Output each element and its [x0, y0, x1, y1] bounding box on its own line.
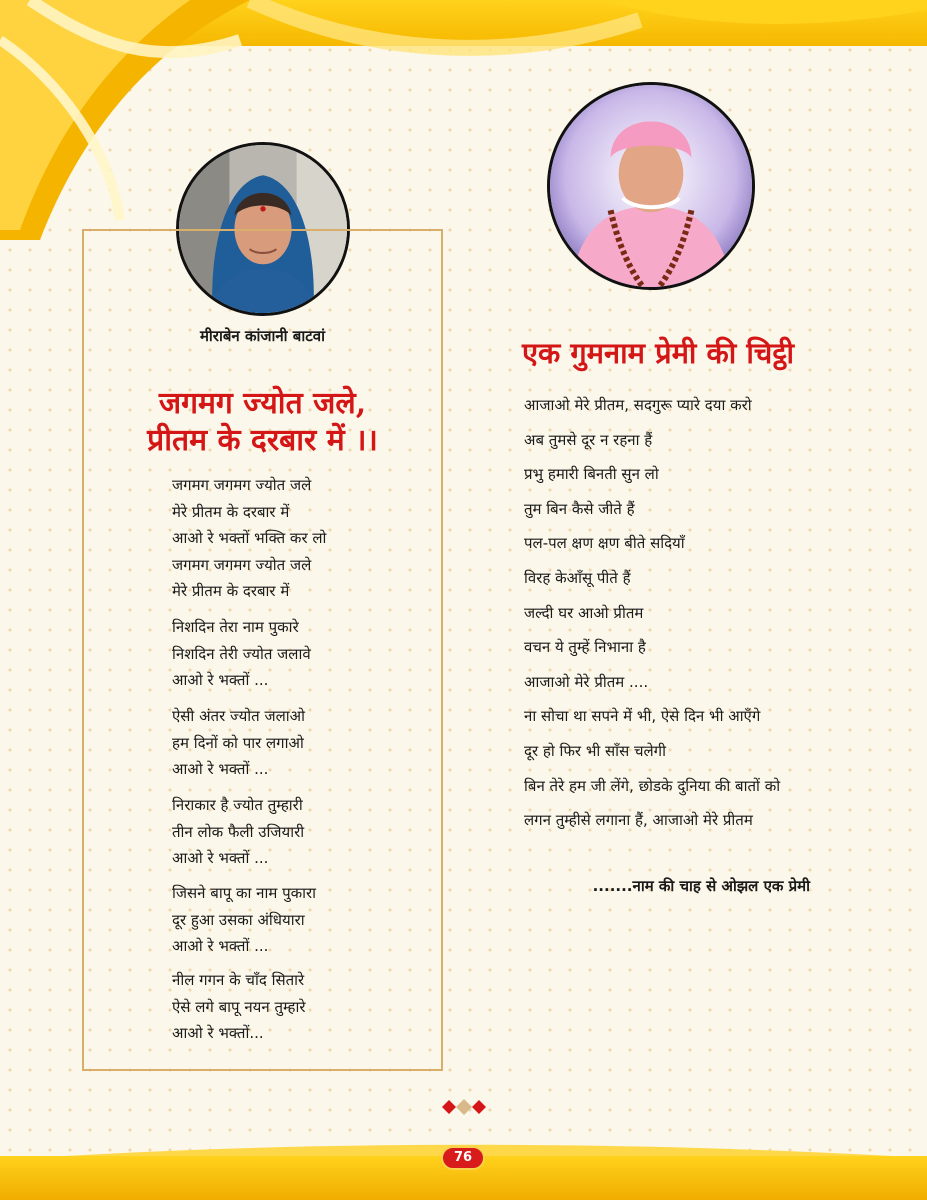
poem-line: आओ रे भक्तों...: [172, 1024, 264, 1042]
poem-line: आओ रे भक्तों ...: [172, 671, 269, 689]
poem-stanza: [172, 880, 422, 960]
poem-title-line: प्रीतम के दरबार में ।।: [147, 423, 378, 458]
poem-line: आओ रे भक्तों ...: [172, 937, 269, 955]
letter-signature: .......नाम की चाह से ओझल एक प्रेमी: [592, 877, 810, 895]
poem-line: निशदिन तेरी ज्योत जलावे: [172, 644, 311, 663]
poem-title: [82, 385, 443, 459]
poem-title-line: जगमग ज्योत जले,: [158, 386, 367, 421]
diamond-ornament-icon: [432, 1096, 496, 1118]
poem-line: आओ रे भक्तों ...: [172, 849, 269, 867]
letter-line: आजाओ मेरे प्रीतम ....: [524, 672, 649, 691]
poem-line: जिसने बापू का नाम पुकारा: [172, 884, 317, 902]
poem-stanza: [172, 792, 422, 872]
poem-line: जगमग जगमग ज्योत जले: [172, 476, 312, 494]
poem-stanza: [172, 472, 422, 605]
poem-stanza: [172, 703, 422, 783]
letter-line: दूर हो फिर भी साँस चलेगी: [524, 741, 666, 760]
poem-line: दूर हुआ उसका अंधियारा: [172, 910, 305, 929]
poem-line: ऐसी अंतर ज्योत जलाओ: [172, 707, 306, 725]
letter-line: वचन ये तुम्हें निभाना है: [524, 638, 646, 657]
poem-line: तीन लोक फैली उजियारी: [172, 822, 305, 841]
letter-line: आजाओ मेरे प्रीतम, सदगुरू प्यारे दया करो: [524, 396, 752, 414]
guru-photo: [547, 82, 755, 290]
letter-line: ना सोचा था सपने में भी, ऐसे दिन भी आएँगे: [524, 707, 761, 726]
poem-line: मेरे प्रीतम के दरबार में: [172, 582, 290, 600]
author-name: मीराबेन कांजानी बाटवां: [199, 327, 326, 345]
letter-line: विरह केआँसू पीते हैं: [524, 568, 631, 587]
poem-line: मेरे प्रीतम के दरबार में: [172, 502, 290, 521]
poem-stanza: [172, 967, 422, 1047]
poem-line: निशदिन तेरा नाम पुकारे: [172, 618, 299, 636]
poem-line: ऐसे लगे बापू नयन तुम्हारे: [172, 997, 306, 1016]
letter-line: तुम बिन कैसे जीते हैं: [524, 499, 635, 518]
poem-stanza: [172, 614, 422, 694]
letter-line: अब तुमसे दूर न रहना हैं: [524, 430, 653, 449]
letter-body: [524, 392, 854, 842]
page-number: 76: [441, 1146, 485, 1170]
letter-line: बिन तेरे हम जी लेंगे, छोडके दुनिया की बातों को: [524, 776, 781, 795]
poem-line: निराकार है ज्योत तुम्हारी: [172, 796, 303, 814]
letter-line: प्रभु हमारी बिनती सुन लो: [524, 465, 659, 484]
letter-line: लगन तुम्हीसे लगाना हैं, आजाओ मेरे प्रीतम: [524, 811, 753, 830]
letter-line: जल्दी घर आओ प्रीतम: [524, 603, 644, 622]
decorative-swoosh: [0, 0, 927, 240]
letter-line: पल-पल क्षण क्षण बीते सदियाँ: [524, 534, 685, 553]
poem-line: हम दिनों को पार लगाओ: [172, 733, 304, 752]
poem-line: आओ रे भक्तों ...: [172, 760, 269, 778]
letter-title: एक गुमनाम प्रेमी की चिट्ठी: [521, 336, 795, 370]
poem-line: जगमग जगमग ज्योत जले: [172, 555, 312, 574]
poem-line: आओ रे भक्तों भक्ति कर लो: [172, 529, 327, 547]
poem-line: नील गगन के चाँद सितारे: [172, 971, 305, 989]
